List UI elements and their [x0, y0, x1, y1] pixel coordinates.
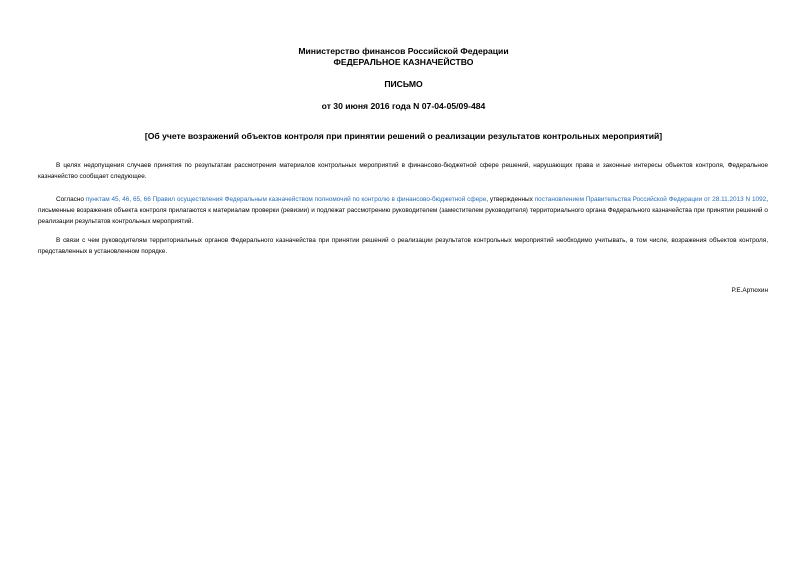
rules-points-link[interactable]: пунктам 45, 46, 65, 66 Правил осуществления Федеральным казначейством полномочий по контролю в финансово-бюджетной сфере — [85, 196, 487, 203]
agency-name: ФЕДЕРАЛЬНОЕ КАЗНАЧЕЙСТВО — [333, 57, 474, 67]
document-subject: [Об учете возражений объектов контроля при принятии решений о реализации результатов контрольных мероприятий] — [144, 131, 663, 141]
ministry-name: Министерство финансов Российской Федерации — [298, 46, 509, 56]
government-decree-link[interactable]: постановлением Правительства Российской Федерации от 28.11.2013 N 1092 — [534, 196, 767, 203]
paragraph-2-text-1: Согласно — [56, 196, 86, 203]
paragraph-3: В связи с чем руководителям территориальных органов Федерального казначейства при принятии решений о реализации результатов контрольных мероприятий необходимо учитывать, в том числе, возражения объектов контроля, представленных в установленном порядке. — [38, 237, 768, 255]
paragraph-2-text-2: , утвержденных — [486, 196, 535, 203]
paragraph-2 — [38, 194, 768, 227]
signature: Р.Е.Артюхин — [731, 287, 768, 294]
paragraph-2-text-3: , письменные возражения объекта контроля прилагаются к материалам проверки (ревизии) и подлежат рассмотрению руководителем (заместителем руководителя) территориального органа Федерального казначейства при принятии решений о реализации результатов контрольных мероприятий. — [38, 196, 769, 225]
document-date-number: от 30 июня 2016 года N 07-04-05/09-484 — [321, 101, 486, 111]
document-type: ПИСЬМО — [384, 79, 423, 89]
paragraph-1: В целях недопущения случаев принятия по результатам рассмотрения материалов контрольных мероприятий в финансово-бюджетной сфере решений, нарушающих права и законные интересы объектов контроля, Федеральное казначейство сообщает следующее. — [38, 162, 768, 180]
